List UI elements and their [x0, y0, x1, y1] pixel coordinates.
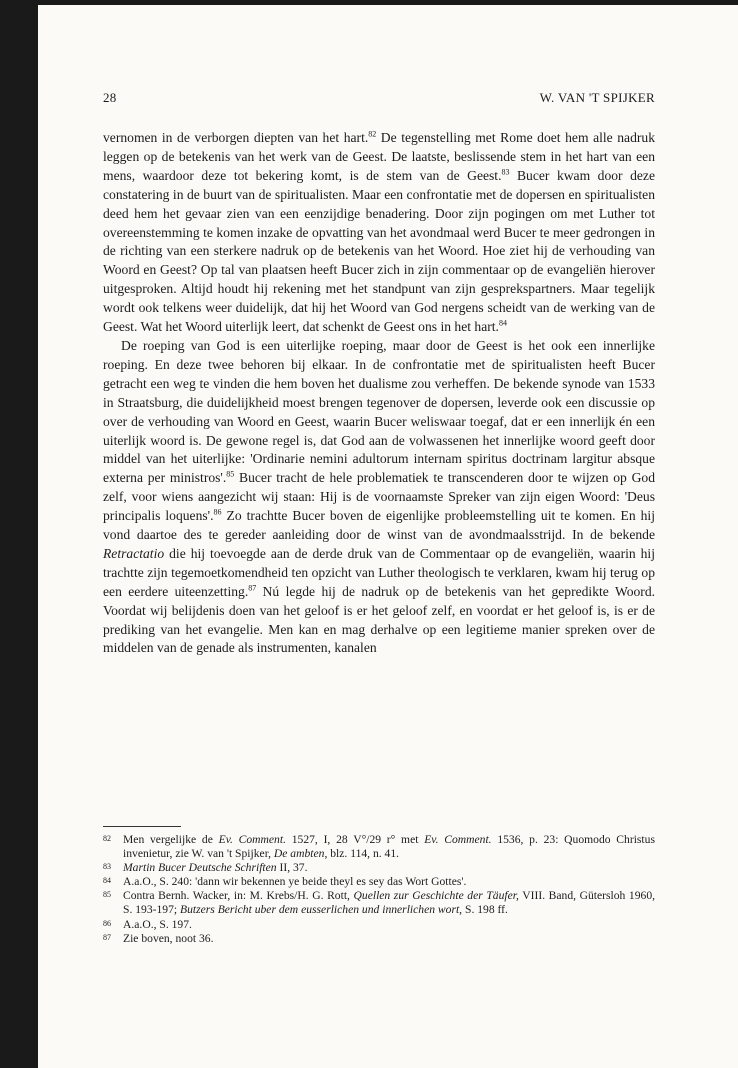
scan-border-left	[0, 0, 38, 1068]
footnote-86: 86 A.a.O., S. 197.	[103, 917, 192, 931]
footnote-number: 82	[103, 834, 111, 843]
footnote-number: 85	[103, 890, 111, 900]
footnote-ref-85: 85	[226, 469, 235, 479]
footnote-83: 83 Martin Bucer Deutsche Schriften II, 37.	[103, 861, 308, 875]
footnotes	[103, 833, 655, 946]
footnote-ref-84: 84	[498, 318, 507, 328]
footnote-ref-86: 86	[213, 507, 222, 517]
footnote-85: 85 Contra Bernh. Wacker, in: M. Krebs/H. G. Rott, Quellen zur Geschichte der Täufer, VIII. Band, Gütersloh 1960, S. 193-197; Butzers Bericht uber dem eusserlichen und innerlichen wort, S. 198 ff.	[103, 889, 656, 917]
page-header	[103, 90, 655, 108]
footnote-number: 86	[103, 918, 111, 928]
footnote-rule	[103, 826, 181, 827]
footnote-84: 84 A.a.O., S. 240: 'dann wir bekennen ye beide theyl es sey das Wort Gottes'.	[103, 875, 467, 889]
running-head: W. VAN 'T SPIJKER	[539, 90, 655, 105]
italic-title: Retractatio	[103, 545, 165, 561]
footnote-ref-83: 83	[501, 167, 510, 177]
body-text	[103, 129, 655, 658]
paragraph-1: vernomen in de verborgen diepten van het hart.$^{82}$ De tegenstelling met Rome doet hem alle nadruk leggen op de betekenis van het werk van de Geest. De laatste, beslissende stem in het hart van een mens, waardoor deze tot bekering komt, is de stem van de Geest.$^{83}$ Bucer kwam door deze constatering in de buurt van de spiritualisten. Maar een confrontatie met de dopersen en spiritualisten deed hem het gevaar zien van een eenzijdige benadering. Door zijn pogingen om met Luther tot overeenstemming te komen inzake de opvatting van het avondmaal werd Bucer te meer gedrongen in de richting van een sterkere nadruk op de betekenis van het Woord. Hoe ziet hij de verhouding van Woord en Geest? Op tal van plaatsen heeft Bucer zich in zijn commentaar op de evangeliën hierover uitgesproken. Altijd houdt hij rekening met het standpunt van zijn gesprekspartners. Maar tegelijk wordt ook telkens weer duidelijk, dat hij het Woord van God nergens scheidt van de werking van de Geest. Wat het Woord uiterlijk leert, dat schenkt de Geest ons in het hart.$^{84}$	[103, 129, 655, 335]
footnote-ref-87: 87	[248, 583, 257, 593]
footnote-number: 87	[103, 932, 111, 942]
footnote-number: 83	[103, 862, 111, 872]
footnote-ref-82: 82	[368, 129, 377, 139]
footnote-87: 87 Zie boven, noot 36.	[103, 931, 214, 945]
footnote-number: 84	[103, 876, 111, 886]
paragraph-2: De roeping van God is een uiterlijke roeping, maar door de Geest is het ook een innerlijke roeping. En deze twee behoren bij elkaar. In de confrontatie met de spiritualisten heeft Bucer getracht een weg te vinden die hem boven het dualisme zou verheffen. De bekende synode van 1533 in Straatsburg, die duidelijkheid moest brengen tegenover de dopersen, leverde ook een discussie op over de verhouding van Woord en Geest, waarin Bucer weliswaar toegaf, dat er een innerlijk én een uiterlijk woord is. De gewone regel is, dat God aan de volwassenen het innerlijke woord geeft door middel van het uiterlijke: 'Ordinarie nemini adultorum internam spiritus doctrinam largitur absque externa per ministros'.$^{85}$ Bucer tracht de hele problematiek te transcenderen door te wijzen op God zelf, voor wiens aangezicht wij staan: Hij is de voornaamste Spreker van zijn eigen Woord: 'Deus principalis loquens'.$^{86}$ Zo trachtte Bucer boven de eigenlijke probleemstelling uit te komen. En hij vond daartoe des te gereder aanleiding door de winst van de avondmaalsstrijd. In de bekende Retractatio die hij toevoegde aan de derde druk van de Commentaar op de evangeliën, waarin hij trachtte zijn tegemoetkomendheid ten opzicht van Luther theologisch te verklaren, kwam hij terug op een eerdere uiteenzetting.$^{87}$ Nú legde hij de nadruk op de betekenis van het gepredikte Woord. Voordat wij belijdenis doen van het geloof is er het geloof zelf, en voordat er het geloof is, is er de prediking van het evangelie. Men kan en mag derhalve op een legitieme manier spreken over de middelen van de genade als instrumenten, kanalen	[103, 337, 656, 656]
page-number: 28	[103, 90, 117, 105]
footnote-82: 82 Men vergelijke de Ev. Comment. 1527, I, 28 V°/29 r° met Ev. Comment. 1536, p. 23: Quomodo Christus invenietur, zie W. van 't Spijker, De ambten, blz. 114, n. 41.	[103, 833, 655, 861]
